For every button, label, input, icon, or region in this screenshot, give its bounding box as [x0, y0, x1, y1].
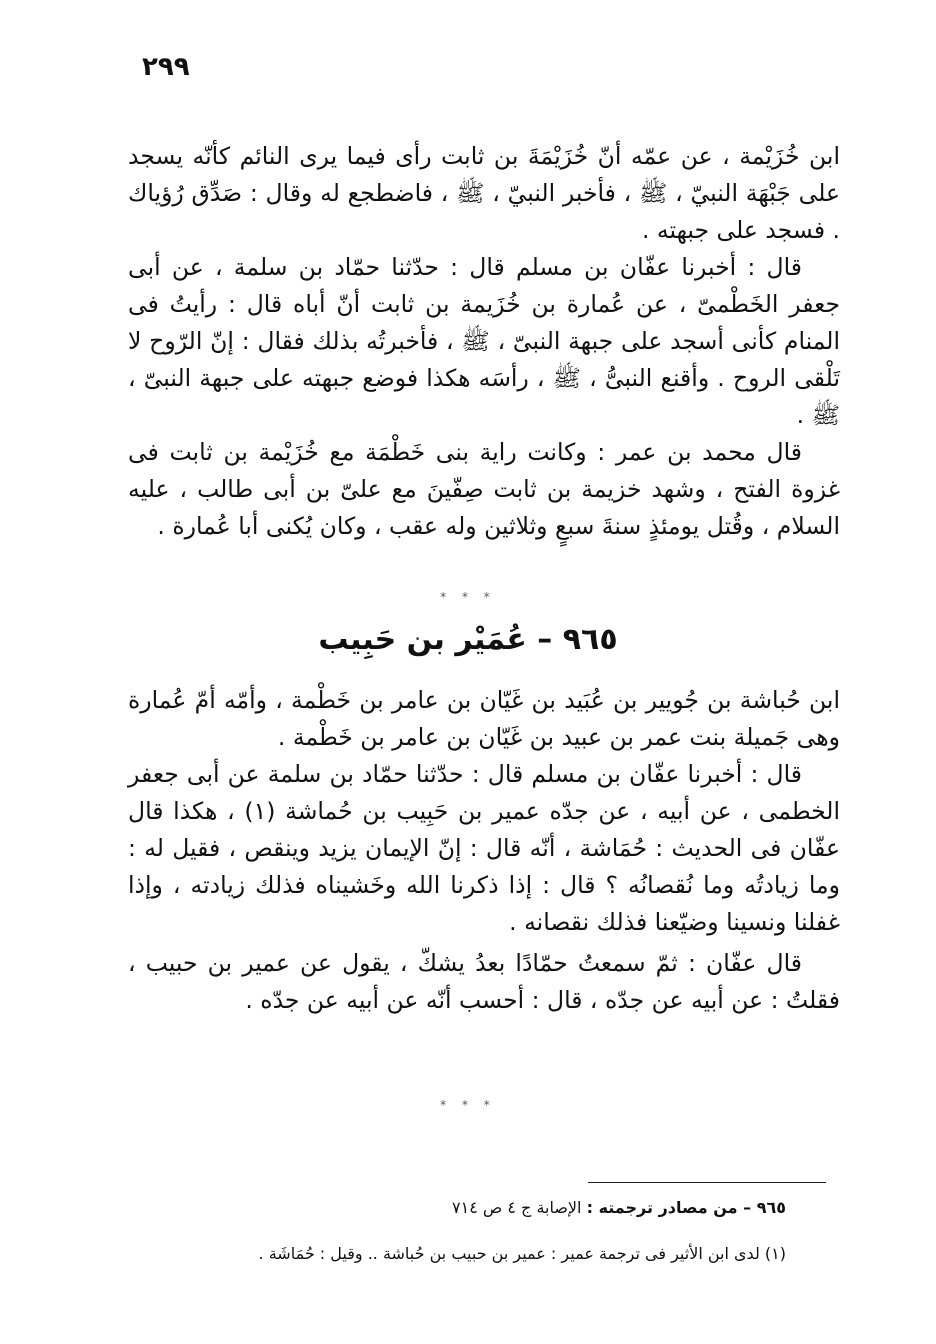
- footnote-source-text: الإصابة ج ٤ ص ٧١٤: [452, 1198, 582, 1217]
- entry-paragraph-2: قال : أخبرنا عفّان بن مسلم قال : حدّثنا حمّاد بن سلمة عن أبى جعفر الخطمى ، عن أبيه ، عن جدّه عمير بن حَبِيب بن حُماشة (١) ، هكذا قال عفّان فى الحديث : حُمَاشة ، أنّه قال : إنّ الإيمان يزيد وينقص ، فقيل له : وما زيادتُه وما نُقصانُه ؟ قال : إذا ذكرنا الله وخَشيناه فذلك زيادته ، وإذا غفلنا ونسينا وضيّعنا فذلك نقصانه .: [128, 760, 840, 936]
- section-separator-bottom: * * *: [440, 1098, 496, 1112]
- section-separator-top: * * *: [440, 590, 496, 604]
- intro-paragraph-1: ابن خُزَيْمة ، عن عمّه أنّ خُزَيْمَةَ بن ثابت رأى فيما يرى النائم كأنّه يسجد على جَبْهَة النبيّ ، ﷺ ، فأخبر النبيّ ، ﷺ ، فاضطجع له وقال : صَدِّق رُؤياك . فسجد على جبهته .: [128, 142, 840, 244]
- intro-paragraph-2: قال : أخبرنا عفّان بن مسلم قال : حدّثنا حمّاد بن سلمة ، عن أبى جعفر الخَطْمىّ ، عن عُمارة بن خُزَيمة بن ثابت أنّ أباه قال : رأيتُ فى المنام كأنى أسجد على جبهة النبىّ ، ﷺ ، فأخبرتُه بذلك فقال : إنّ الرّوح لا تَلْقى الروح . وأقنع النبىُّ ، ﷺ ، رأسَه هكذا فوضع جبهته على جبهة النبىّ ، ﷺ .: [128, 253, 840, 429]
- entry-paragraph-1: ابن حُباشة بن جُويير بن عُبَيد بن غَيّان بن عامر بن خَطْمة ، وأمّه أمّ عُمارة وهى جَميلة بنت عمر بن عبيد بن غَيّان بن عامر بن خَطْمة .: [128, 686, 840, 751]
- entry-heading: ٩٦٥ – عُمَيْر بن حَبِيب: [318, 622, 618, 657]
- footnote-1: (١) لدى ابن الأثير فى ترجمة عمير : عمير بن حبيب بن حُباشة .. وقيل : حُمَاشَة .: [258, 1244, 786, 1263]
- footnote-divider: [588, 1182, 826, 1183]
- page-number: ٢٩٩: [142, 52, 190, 82]
- footnote-source-label: ٩٦٥ – من مصادر ترجمته :: [586, 1198, 786, 1217]
- intro-paragraph-3: قال محمد بن عمر : وكانت راية بنى خَطْمَة مع خُزَيْمة بن ثابت فى غزوة الفتح ، وشهد خزيمة بن ثابت صِفّينَ مع علىّ بن أبى طالب ، عليه السلام ، وقُتل يومئذٍ سنةَ سبعٍ وثلاثين وله عقب ، وكان يُكنى أبا عُمارة .: [128, 438, 840, 540]
- entry-paragraph-3: قال عفّان : ثمّ سمعتُ حمّادًا بعدُ يشكّ ، يقول عن عمير بن حبيب ، فقلتُ : عن أبيه عن جدّه ، قال : أحسب أنّه عن أبيه عن جدّه .: [128, 949, 840, 1014]
- intro-section: [128, 138, 840, 545]
- footnote-source: [128, 1196, 786, 1220]
- entry-section: [128, 682, 840, 1019]
